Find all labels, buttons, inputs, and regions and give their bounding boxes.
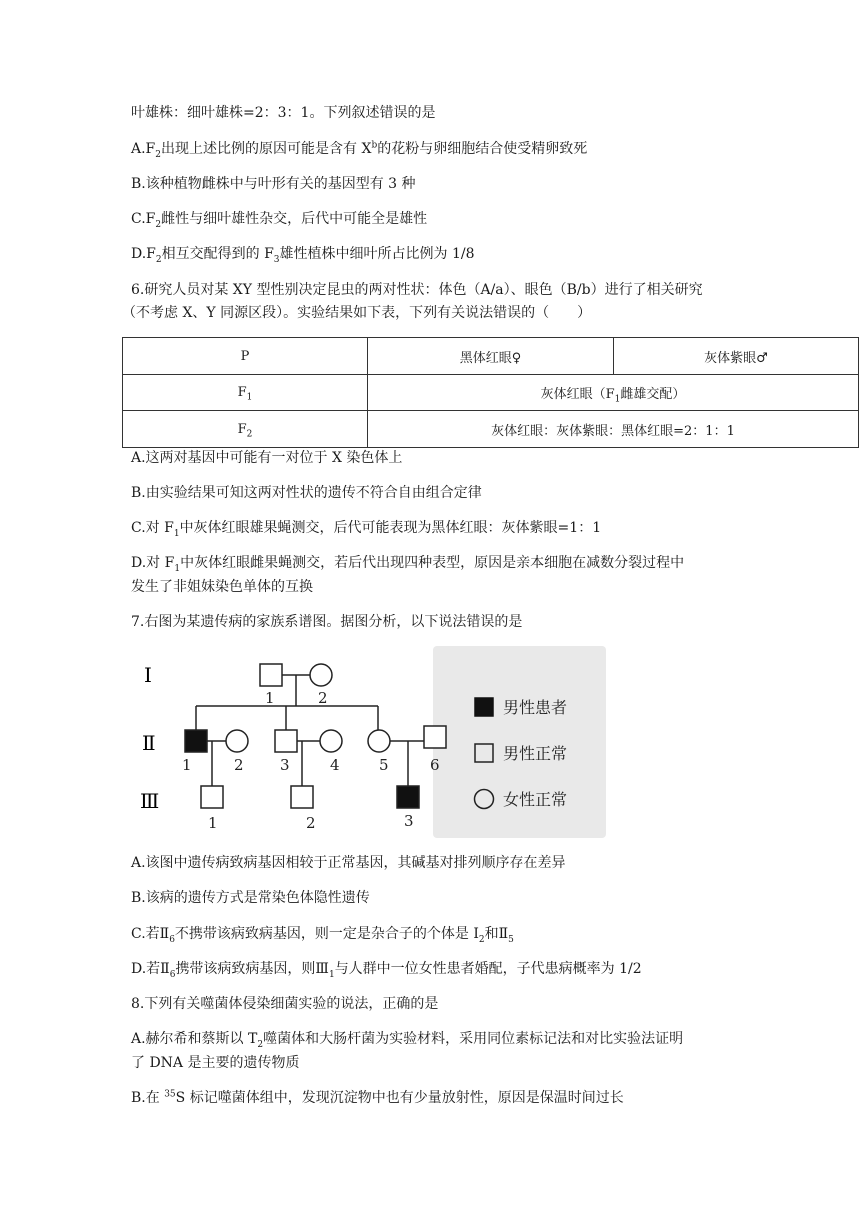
label-ii1: 1 (182, 756, 192, 774)
option-6d-line-1: D.对 $F_1$中灰体红眼雌果蝇测交，若后代出现四种表型，原因是亲本细胞在减数分裂过程中 (131, 555, 685, 574)
generation-label-i: Ⅰ (144, 663, 152, 687)
text-line-1: 叶雄株：细叶雄株=2：3：1。下列叙述错误的是 (131, 105, 436, 121)
option-8b: B.在 $^{35}$S 标记噬菌体组中，发现沉淀物中也有少量放射性，原因是保温时间过长 (131, 1089, 624, 1106)
individual-ii5-normal-female (368, 730, 390, 752)
label-ii2: 2 (234, 756, 244, 774)
option-5a: $A.F_2$出现上述比例的原因可能是含有 $X^b$的花粉与卵细胞结合使受精卵致死 (131, 140, 588, 160)
option-8a-line-2: 了 DNA 是主要的遗传物质 (131, 1055, 300, 1071)
table-cell-f2-value: 灰体红眼：灰体紫眼：黑体红眼=2：1：1 (368, 411, 859, 448)
question-8: 8.下列有关噬菌体侵染细菌实验的说法，正确的是 (131, 996, 439, 1012)
option-5b: B.该种植物雌株中与叶形有关的基因型有 3 种 (131, 176, 416, 192)
table-cell-p-male: 灰体紫眼♂ (614, 338, 859, 375)
individual-i2-normal-female (310, 664, 332, 686)
individual-i1-normal-male (260, 664, 282, 686)
label-ii4: 4 (330, 756, 340, 774)
option-7a: A.该图中遗传病致病基因相较于正常基因，其碱基对排列顺序存在差异 (131, 855, 566, 871)
table-cell-p-label: P (123, 338, 368, 375)
legend-background (433, 646, 606, 838)
table-cell-p-female: 黑体红眼♀ (368, 338, 614, 375)
option-6c: C.对 $F_1$中灰体红眼雄果蝇测交，后代可能表现为黑体红眼：灰体紫眼=1：1 (131, 520, 602, 539)
pedigree-chart (130, 646, 606, 838)
option-6a: A.这两对基因中可能有一对位于 X 染色体上 (131, 450, 403, 466)
option-7c: C.若$Ⅱ_6$不携带该病致病基因，则一定是杂合子的个体是 $I_2$和$Ⅱ_5$ (131, 926, 514, 945)
label-iii3: 3 (404, 812, 414, 830)
individual-iii2-normal-male (291, 786, 313, 808)
legend-affected-male-symbol (475, 698, 493, 716)
label-i2: 2 (318, 689, 328, 707)
legend-affected-male-label: 男性患者 (503, 698, 568, 717)
legend-normal-male-label: 男性正常 (503, 744, 568, 763)
table-cell-f1-label: $F_1$ (123, 375, 368, 411)
question-6-line-1: 6.研究人员对某 XY 型性别决定昆虫的两对性状：体色（A/a）、眼色（B/b）进行了相关研究 (131, 282, 703, 298)
label-ii3: 3 (280, 756, 290, 774)
option-7b: B.该病的遗传方式是常染色体隐性遗传 (131, 890, 370, 906)
label-iii2: 2 (306, 814, 316, 832)
individual-iii3-affected-male (397, 786, 419, 808)
legend-normal-female-label: 女性正常 (503, 790, 568, 809)
label-ii5: 5 (379, 756, 389, 774)
option-5d: $D.F_2$相互交配得到的 $F_3$雄性植株中细叶所占比例为 1/8 (131, 246, 475, 265)
label-ii6: 6 (430, 756, 440, 774)
table-cell-f1-value: 灰体红眼（$F_1$雌雄交配） (368, 375, 859, 411)
generation-label-ii: Ⅱ (142, 731, 156, 755)
individual-ii4-normal-female (320, 730, 342, 752)
option-5c: $C.F_2$雌性与细叶雄性杂交，后代中可能全是雄性 (131, 211, 428, 230)
individual-ii6-normal-male (424, 726, 446, 748)
table-cell-f2-label: $F_2$ (123, 411, 368, 448)
generation-label-iii: Ⅲ (140, 789, 160, 813)
label-iii1: 1 (208, 814, 218, 832)
experiment-table (122, 337, 859, 448)
individual-ii1-affected-male (185, 730, 207, 752)
individual-ii2-normal-female (226, 730, 248, 752)
question-6-line-2: （不考虑 X、Y 同源区段）。实验结果如下表，下列有关说法错误的（ ） (122, 305, 592, 321)
option-6b: B.由实验结果可知这两对性状的遗传不符合自由组合定律 (131, 485, 482, 501)
individual-iii1-normal-male (201, 786, 223, 808)
option-8a-line-1: A.赫尔希和蔡斯以 $T_2$噬菌体和大肠杆菌为实验材料，采用同位素标记法和对比实验法证明 (131, 1031, 684, 1050)
option-6d-line-2: 发生了非姐妹染色单体的互换 (131, 579, 313, 595)
label-i1: 1 (265, 689, 275, 707)
option-7d: D.若$Ⅱ_6$携带该病致病基因，则$Ⅲ_1$与人群中一位女性患者婚配，子代患病概率为 1/2 (131, 961, 642, 980)
individual-ii3-normal-male (275, 730, 297, 752)
question-7: 7.右图为某遗传病的家族系谱图。据图分析，以下说法错误的是 (131, 614, 523, 630)
